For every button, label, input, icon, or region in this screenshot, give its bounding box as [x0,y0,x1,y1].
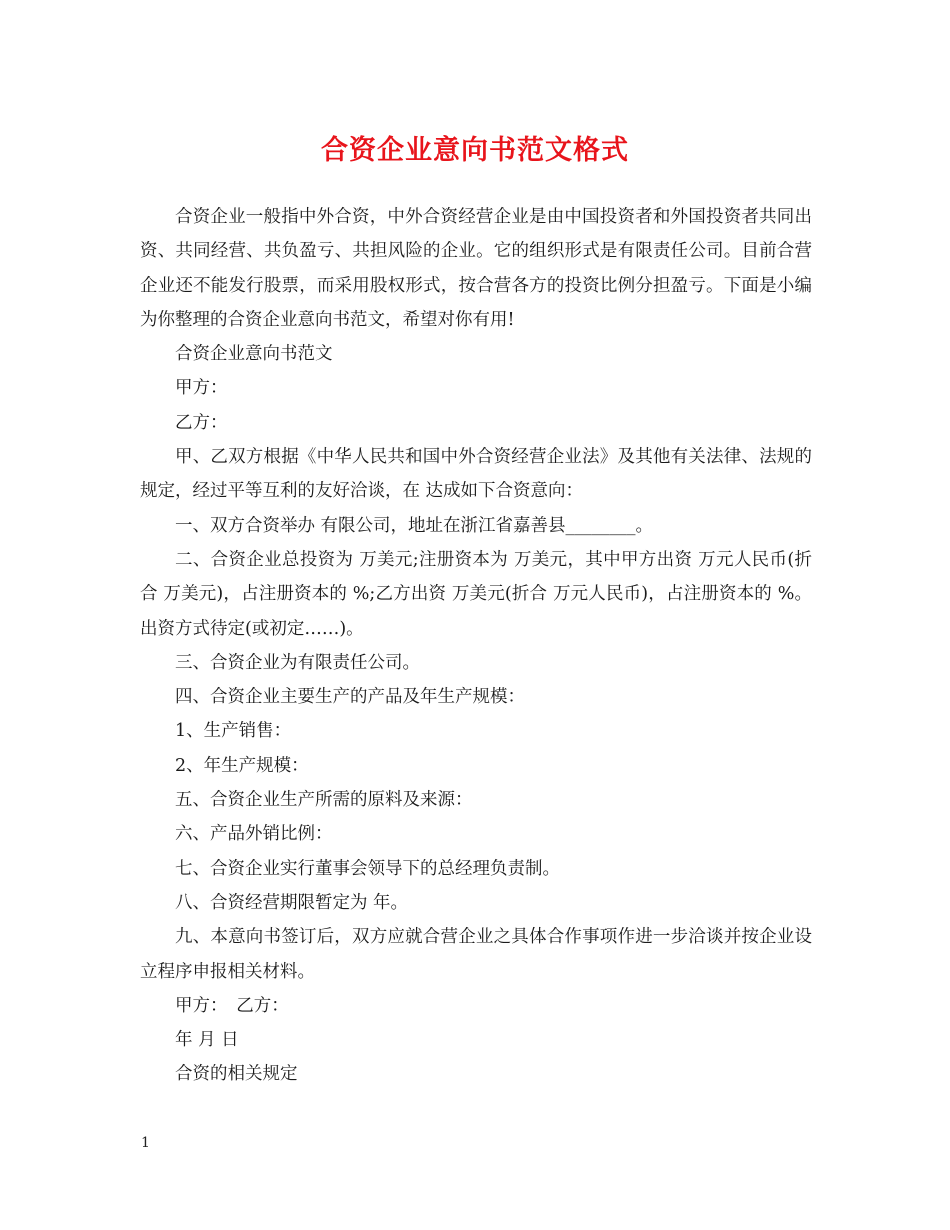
clause-8: 八、合资经营期限暂定为 年。 [175,892,409,913]
clause-3: 三、合资企业为有限责任公司。 [175,652,420,673]
clause-1: 一、双方合资举办 有限公司，地址在浙江省嘉善县________。 [175,515,654,536]
party-a-line: 甲方： [175,378,228,399]
clause-4-item-2: 2、年生产规模： [175,755,309,776]
clause-4: 四、合资企业主要生产的产品及年生产规模： [175,687,525,708]
clause-9: 九、本意向书签订后，双方应就合营企业之具体合作事项作进一步洽谈并按企业设立程序申报相关材料。 [140,927,812,982]
clause-5: 五、合资企业生产所需的原料及来源： [175,790,473,811]
related-regulations-heading: 合资的相关规定 [175,1064,298,1085]
signature-parties-line: 甲方： 乙方： [175,995,289,1016]
preamble-paragraph: 甲、乙双方根据《中华人民共和国中外合资经营企业法》及其他有关法律、法规的规定，经过平等互利的友好洽谈，在 达成如下合资意向： [140,447,812,502]
document-title: 合资企业意向书范文格式 [321,135,629,166]
clause-4-item-1: 1、生产销售： [175,721,292,742]
clause-6: 六、产品外销比例： [175,824,333,845]
clause-7: 七、合资企业实行董事会领导下的总经理负责制。 [175,858,560,879]
document-body [140,200,812,1092]
signature-date-line: 年 月 日 [175,1030,239,1051]
party-b-line: 乙方： [175,412,228,433]
page-number: 1 [141,1135,150,1151]
section-heading-sample: 合资企业意向书范文 [175,344,333,365]
clause-2: 二、合资企业总投资为 万美元;注册资本为 万美元，其中甲方出资 万元人民币(折合 万美元)，占注册资本的 %;乙方出资 万美元(折合 万元人民币)，占注册资本的 %。出资方式待定(或初定……)。 [140,549,812,639]
intro-paragraph: 合资企业一般指中外合资，中外合资经营企业是由中国投资者和外国投资者共同出资、共同经营、共负盈亏、共担风险的企业。它的组织形式是有限责任公司。目前合营企业还不能发行股票，而采用股权形式，按合营各方的投资比例分担盈亏。下面是小编为你整理的合资企业意向书范文，希望对你有用! [140,207,812,330]
